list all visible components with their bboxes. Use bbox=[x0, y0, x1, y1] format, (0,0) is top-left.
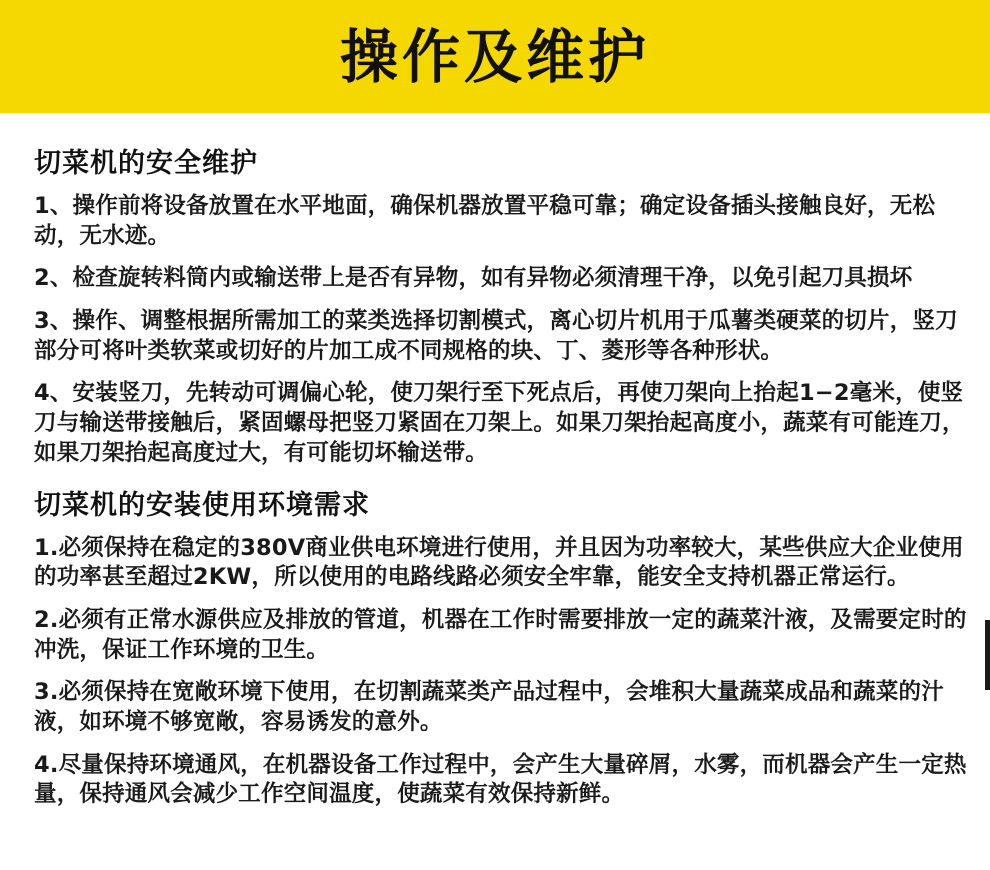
page-title: 操作及维护 bbox=[339, 22, 650, 91]
paragraph-safety-4: 4、安装竖刀，先转动可调偏心轮，使刀架行至下死点后，再使刀架向上抬起1−2毫米，使竖刀与输送带接触后，紧固螺母把竖刀紧固在刀架上。如果刀架抬起高度小，蔬菜有可能连刀，如果刀架抬起高度过大，有可能切坏输送带。 bbox=[34, 380, 965, 466]
paragraph-safety-1: 1、操作前将设备放置在水平地面，确保机器放置平稳可靠；确定设备插头接触良好，无松动，无水迹。 bbox=[34, 193, 936, 249]
document-content bbox=[0, 113, 990, 810]
paragraph-safety-3: 3、操作、调整根据所需加工的菜类选择切割模式，离心切片机用于瓜薯类硬菜的切片，竖刀部分可将叶类软菜或切好的片加工成不同规格的块、丁、菱形等各种形状。 bbox=[34, 308, 958, 364]
paragraph-environment-4: 4.尽量保持环境通风，在机器设备工作过程中，会产生大量碎屑，水雾，而机器会产生一定热量，保持通风会减少工作空间温度，使蔬菜有效保持新鲜。 bbox=[34, 751, 967, 808]
paragraph-environment-2: 2.必须有正常水源供应及排放的管道，机器在工作时需要排放一定的蔬菜汁液，及需要定时的冲洗，保证工作环境的卫生。 bbox=[34, 606, 967, 663]
paragraph-environment-1: 1.必须保持在稳定的380V商业供电环境进行使用，并且因为功率较大，某些供应大企业使用的功率甚至超过2KW，所以使用的电路线路必须安全牢靠，能安全支持机器正常运行。 bbox=[34, 534, 964, 591]
page-banner bbox=[0, 0, 990, 113]
paragraph-safety-2: 2、检查旋转料筒内或输送带上是否有异物，如有异物必须清理干净，以免引起刀具损坏 bbox=[34, 265, 913, 292]
paragraph-environment-3: 3.必须保持在宽敞环境下使用，在切割蔬菜类产品过程中，会堆积大量蔬菜成品和蔬菜的汁液，如环境不够宽敞，容易诱发的意外。 bbox=[34, 679, 944, 735]
right-edge-marker bbox=[985, 620, 990, 690]
section-heading-safety-maintenance: 切菜机的安全维护 bbox=[34, 148, 258, 179]
section-heading-installation-environment: 切菜机的安装使用环境需求 bbox=[34, 489, 370, 521]
